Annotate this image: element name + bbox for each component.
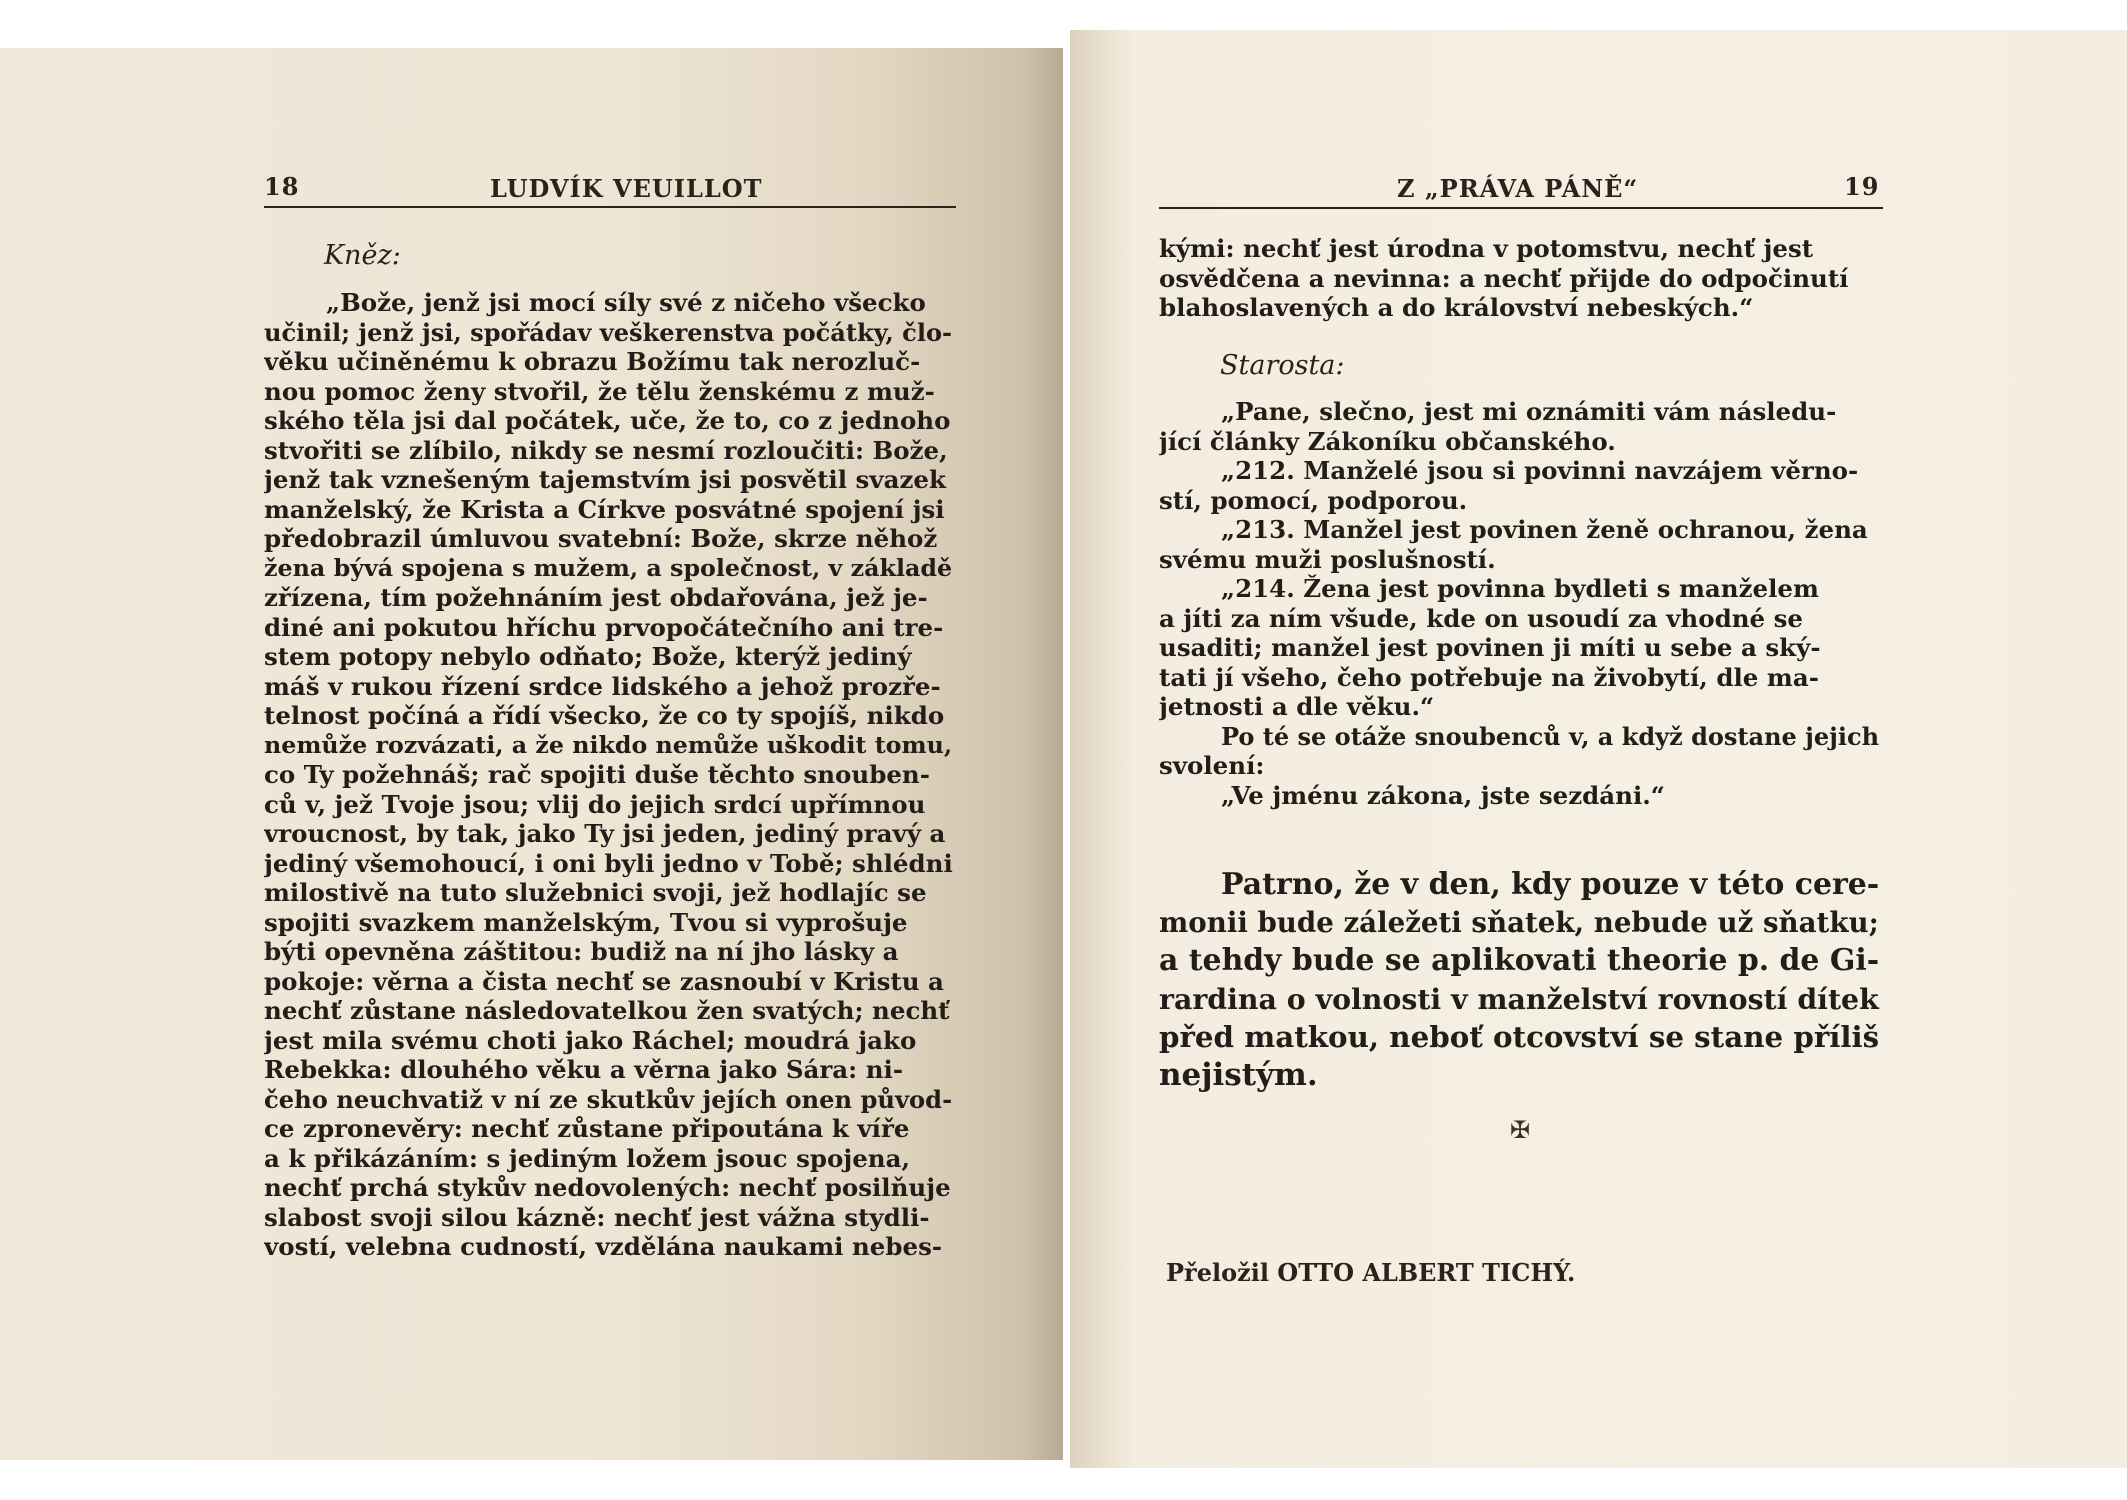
text-line: Po té se otáže snoubenců v, a když dostane jejich [1221,721,1880,751]
text-line: „212. Manželé jsou si povinni navzájem věrno- [1221,456,1859,485]
right-opening-block [1159,234,1883,323]
text-line: jenž tak vznešeným tajemstvím jsi posvětil svazek [264,465,946,494]
text-line: nou pomoc ženy stvořil, že tělu ženskému z muž- [264,376,935,406]
translator-credit: Přeložil OTTO ALBERT TICHÝ. [1166,1258,1576,1287]
text-line: a tehdy bude se aplikovati theorie p. de Gi- [1159,943,1880,978]
text-line: telnost počíná a řídí všecko, že co ty spojíš, nikdo [264,701,945,730]
page-number-right: 19 [1844,172,1880,201]
header-rule-right [1159,207,1883,209]
text-line: a jíti za ním všude, kde on usoudí za vhodné se [1159,603,1804,633]
text-line: stem potopy nebylo odňato; Bože, kterýž jediný [264,642,912,671]
text-line: „Ve jménu zákona, jste sezdáni.“ [1221,780,1665,810]
text-line: jící články Zákoníku občanského. [1159,426,1616,456]
text-line: věku učiněnému k obrazu Božímu tak nerozluč- [264,347,921,376]
text-line: tati jí všeho, čeho potřebuje na živobytí, dle ma- [1159,662,1819,692]
text-line: „Bože, jenž jsi mocí síly své z ničeho všecko [326,288,926,317]
text-line: kými: nechť jest úrodna v potomstvu, nechť jest [1159,234,1814,263]
speaker-label-knez: Kněz: [324,240,401,271]
text-line: a k přikázáním: s jediným ložem jsouc spojena, [264,1143,911,1173]
text-line: nejistým. [1159,1057,1318,1093]
running-head-right: Z „PRÁVA PÁNĚ“ [1397,174,1639,203]
cross-ornament-icon: ✠ [1510,1116,1531,1144]
text-line: ce zpronevěry: nechť zůstane připoutána k víře [264,1114,910,1143]
text-line: rardina o volnosti v manželství rovností dítek [1159,982,1879,1016]
text-line: ského těla jsi dal počátek, uče, že to, co z jednoho [264,406,951,435]
text-line: jediný všemohoucí, i oni byli jedno v Tobě; shlédni [264,848,953,878]
text-line: býti opevněna záštitou: budiž na ní jho lásky a [264,937,899,966]
text-line: Patrno, že v den, kdy pouze v této cere- [1221,867,1880,902]
text-line: vostí, velebna cudností, vzdělána naukami nebes- [264,1232,943,1261]
text-line: monii bude záležeti sňatek, nebude už sňatku; [1159,906,1879,939]
text-line: usaditi; manžel jest povinen ji míti u sebe a ský- [1159,633,1821,662]
text-line: pokoje: věrna a čista nechť se zasnoubí v Kristu a [264,966,944,996]
right-speech-block [1159,397,1883,810]
text-line: spojiti svazkem manželským, Tvou si vyprošuje [264,907,908,937]
text-line: nechť prchá stykův nedovolených: nechť posilňuje [264,1173,951,1202]
text-line: svému muži poslušností. [1159,544,1496,574]
text-line: „Pane, slečno, jest mi oznámiti vám následu- [1221,397,1837,426]
text-line: svolení: [1159,751,1265,780]
right-page [1070,30,2127,1468]
left-page [0,48,1063,1460]
text-line: ců v, jež Tvoje jsou; vlij do jejich srdcí upřímnou [264,789,926,819]
text-line: „213. Manžel jest povinen ženě ochranou, žena [1221,515,1868,544]
text-line: „214. Žena jest povinna bydleti s manželem [1221,574,1819,603]
text-line: nemůže rozvázati, a že nikdo nemůže uškodit tomu, [264,730,953,759]
header-rule-left [264,206,956,208]
text-line: osvědčena a nevinna: a nechť přijde do odpočinutí [1159,263,1849,293]
right-closing-block [1159,866,1883,1094]
speaker-label-starosta: Starosta: [1220,350,1345,381]
text-line: jest mila svému choti jako Ráchel; moudrá jako [264,1025,917,1055]
text-line: milostivě na tuto služebnici svoji, jež hodlajíc se [264,878,927,907]
text-line: čeho neuchvatiž v ní ze skutkův jejích onen původ- [264,1084,953,1114]
text-line: před matkou, neboť otcovství se stane příliš [1159,1019,1880,1054]
text-line: zřízena, tím požehnáním jest obdařována, jež je- [264,583,928,612]
text-line: jetnosti a dle věku.“ [1159,692,1435,721]
text-line: učinil; jenž jsi, spořádav veškerenstva počátky, člo- [264,317,953,347]
text-line: předobrazil úmluvou svatební: Bože, skrze něhož [264,524,938,553]
text-line: Rebekka: dlouhého věku a věrna jako Sára: ni- [264,1055,904,1084]
text-line: stvořiti se zlíbilo, nikdy se nesmí rozloučiti: Bože, [264,435,948,465]
text-line: manželský, že Krista a Církve posvátné spojení jsi [264,494,945,524]
page-number-left: 18 [264,172,300,201]
left-text-block [264,288,956,1262]
text-line: máš v rukou řízení srdce lidského a jehož prozře- [264,671,941,701]
text-line: slabost svoji silou kázně: nechť jest vážna stydli- [264,1202,930,1232]
text-line: nechť zůstane následovatelkou žen svatých; nechť [264,996,950,1025]
text-line: co Ty požehnáš; rač spojiti duše těchto snouben- [264,760,930,789]
text-line: žena bývá spojena s mužem, a společnost, v základě [264,553,953,582]
text-line: vroucnost, by tak, jako Ty jsi jeden, jediný pravý a [264,819,946,848]
running-head-left: LUDVÍK VEUILLOT [490,174,763,203]
text-line: blahoslavených a do království nebeských.“ [1159,293,1754,322]
text-line: stí, pomocí, podporou. [1159,485,1468,515]
text-line: diné ani pokutou hříchu prvopočátečního ani tre- [264,612,944,642]
